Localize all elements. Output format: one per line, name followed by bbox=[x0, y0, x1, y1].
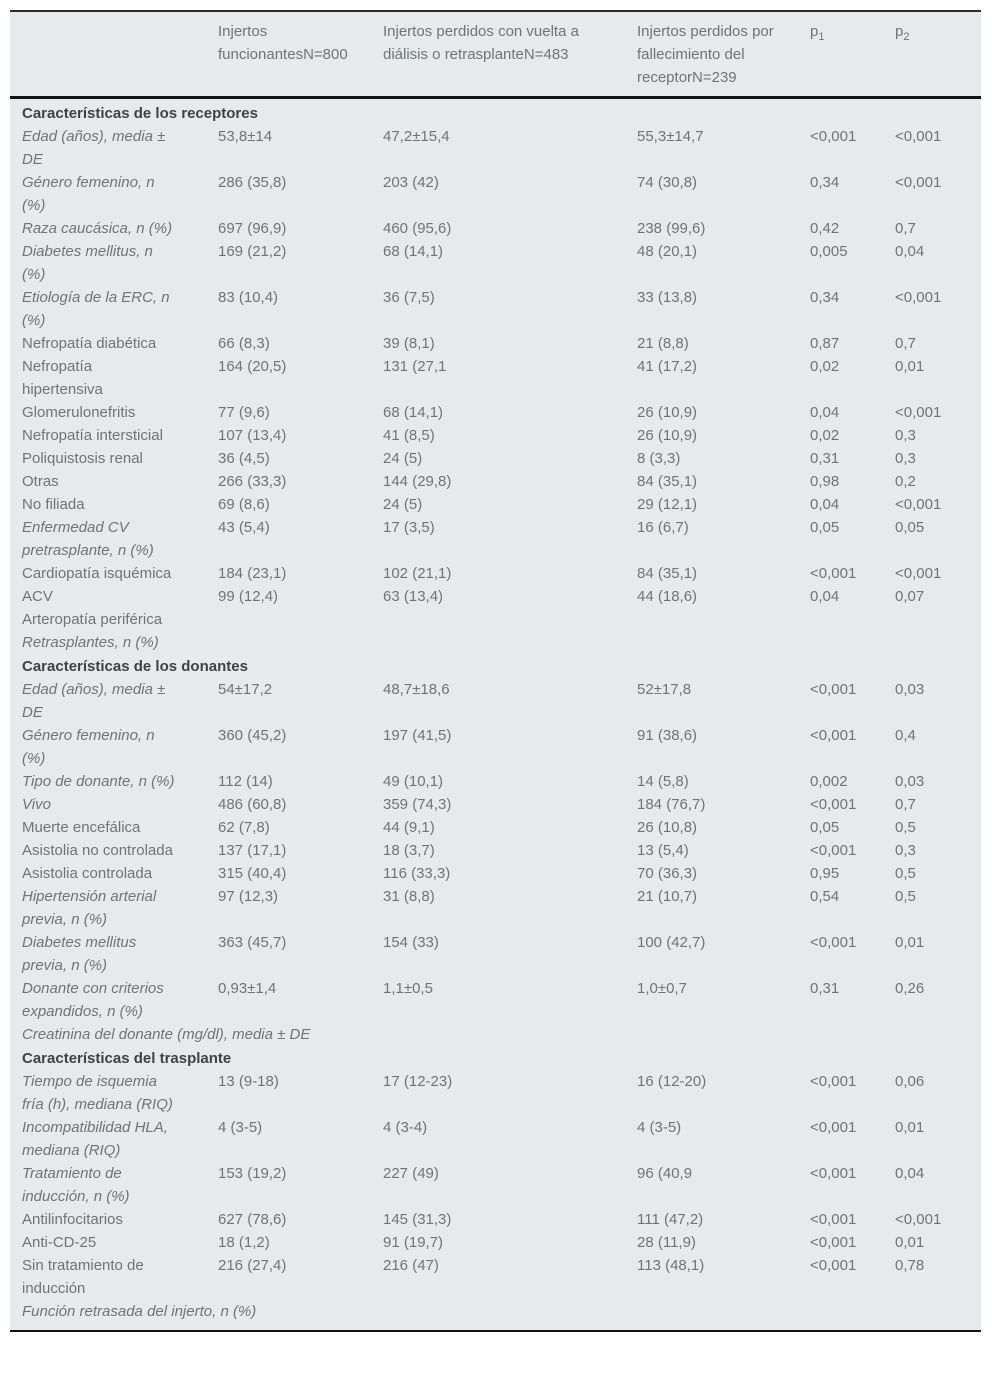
cell-value bbox=[206, 631, 371, 654]
cell-value: 697 (96,9) bbox=[218, 220, 287, 237]
cell-value: 48 (20,1) bbox=[637, 243, 698, 260]
cell-p-value: 0,4 bbox=[895, 727, 916, 744]
cell-value: 77 (9,6) bbox=[218, 404, 270, 421]
cell-value: 21 (8,8) bbox=[637, 335, 689, 352]
cell-p-value: 0,26 bbox=[895, 980, 925, 997]
cell-value: 131 (27,1 bbox=[383, 358, 447, 375]
header-col-perdidos-fallecimiento: Injertos perdidos por fallecimiento del receptorN=239 bbox=[637, 23, 774, 86]
table-row bbox=[10, 678, 981, 724]
cell-p-value: 0,05 bbox=[895, 519, 925, 536]
row-label: Glomerulonefritis bbox=[22, 404, 136, 421]
cell-p-value: <0,001 bbox=[895, 289, 942, 306]
cell-p-value: 0,98 bbox=[810, 473, 840, 490]
section-title: Características de los receptores bbox=[22, 105, 258, 122]
cell-value bbox=[371, 608, 625, 631]
table-header bbox=[10, 11, 981, 98]
cell-p-value: 0,34 bbox=[810, 289, 840, 306]
row-label: Hipertensión arterial previa, n (%) bbox=[22, 888, 157, 928]
row-label: Sin tratamiento de inducción bbox=[22, 1257, 144, 1297]
cell-p-value: 0,002 bbox=[810, 773, 848, 790]
cell-p-value bbox=[798, 631, 883, 654]
cell-value: 99 (12,4) bbox=[218, 588, 279, 605]
header-empty-cell bbox=[10, 11, 206, 98]
p2-label: p bbox=[895, 23, 904, 40]
cell-p-value: 0,04 bbox=[810, 404, 840, 421]
cell-p-value: 0,31 bbox=[810, 450, 840, 467]
cell-p-value bbox=[798, 608, 883, 631]
row-label: Diabetes mellitus, n (%) bbox=[22, 243, 153, 283]
table-row bbox=[10, 862, 981, 885]
section-title: Características de los donantes bbox=[22, 658, 248, 675]
cell-value: 36 (7,5) bbox=[383, 289, 435, 306]
cell-p-value: 0,01 bbox=[895, 358, 925, 375]
cell-value: 26 (10,9) bbox=[637, 427, 698, 444]
cell-p-value: 0,78 bbox=[895, 1257, 925, 1274]
row-label: No filiada bbox=[22, 496, 85, 513]
table-row bbox=[10, 447, 981, 470]
cell-value: 13 (5,4) bbox=[637, 842, 689, 859]
cell-value: 29 (12,1) bbox=[637, 496, 698, 513]
cell-p-value: <0,001 bbox=[810, 1165, 857, 1182]
table-row bbox=[10, 424, 981, 447]
cell-p-value: 0,04 bbox=[895, 1165, 925, 1182]
row-label: Muerte encefálica bbox=[22, 819, 141, 836]
section-header-row bbox=[10, 654, 981, 678]
cell-value: 184 (76,7) bbox=[637, 796, 706, 813]
cell-value: 169 (21,2) bbox=[218, 243, 287, 260]
cell-value: 4 (3-4) bbox=[383, 1119, 428, 1136]
row-label: Etiología de la ERC, n (%) bbox=[22, 289, 170, 329]
header-col-p1 bbox=[798, 11, 883, 98]
cell-p-value: <0,001 bbox=[810, 1119, 857, 1136]
cell-value: 17 (12-23) bbox=[383, 1073, 453, 1090]
cell-value bbox=[206, 608, 371, 631]
row-label: Retrasplantes, n (%) bbox=[22, 634, 159, 651]
cell-value: 137 (17,1) bbox=[218, 842, 287, 859]
cell-p-value: <0,001 bbox=[895, 128, 942, 145]
cell-p-value: <0,001 bbox=[895, 174, 942, 191]
row-label: Género femenino, n (%) bbox=[22, 727, 155, 767]
cell-p-value: 0,7 bbox=[895, 220, 916, 237]
cell-value: 227 (49) bbox=[383, 1165, 439, 1182]
row-label: Poliquistosis renal bbox=[22, 450, 143, 467]
cell-value: 184 (23,1) bbox=[218, 565, 287, 582]
row-label: Nefropatía intersticial bbox=[22, 427, 163, 444]
cell-p-value: 0,01 bbox=[895, 934, 925, 951]
cell-value: 4 (3-5) bbox=[637, 1119, 682, 1136]
table-row bbox=[10, 1116, 981, 1162]
table-row bbox=[10, 562, 981, 585]
row-label: Diabetes mellitus previa, n (%) bbox=[22, 934, 137, 974]
cell-p-value: 0,95 bbox=[810, 865, 840, 882]
cell-value: 460 (95,6) bbox=[383, 220, 452, 237]
cell-p-value: <0,001 bbox=[895, 1211, 942, 1228]
cell-value: 53,8±14 bbox=[218, 128, 273, 145]
cell-value: 1,1±0,5 bbox=[383, 980, 433, 997]
cell-value: 153 (19,2) bbox=[218, 1165, 287, 1182]
row-label: Otras bbox=[22, 473, 59, 490]
cell-p-value: <0,001 bbox=[810, 565, 857, 582]
cell-value: 48,7±18,6 bbox=[383, 681, 450, 698]
cell-p-value: 0,87 bbox=[810, 335, 840, 352]
table-row bbox=[10, 793, 981, 816]
row-label: Cardiopatía isquémica bbox=[22, 565, 172, 582]
cell-p-value: 0,04 bbox=[810, 588, 840, 605]
cell-value: 0,93±1,4 bbox=[218, 980, 277, 997]
cell-value: 116 (33,3) bbox=[383, 865, 451, 882]
cell-p-value: <0,001 bbox=[810, 1073, 857, 1090]
cell-p-value: <0,001 bbox=[810, 934, 857, 951]
cell-p-value: 0,7 bbox=[895, 335, 916, 352]
cell-value: 33 (13,8) bbox=[637, 289, 698, 306]
cell-p-value: 0,54 bbox=[810, 888, 840, 905]
table-row bbox=[10, 885, 981, 931]
cell-value: 41 (17,2) bbox=[637, 358, 698, 375]
cell-value: 627 (78,6) bbox=[218, 1211, 287, 1228]
table-row bbox=[10, 125, 981, 171]
spanning-label-row bbox=[10, 1300, 981, 1331]
table-row bbox=[10, 355, 981, 401]
cell-p-value: <0,001 bbox=[810, 128, 857, 145]
row-label: Arteropatía periférica bbox=[22, 611, 163, 628]
cell-value: 39 (8,1) bbox=[383, 335, 435, 352]
cell-value: 154 (33) bbox=[383, 934, 439, 951]
cell-value: 14 (5,8) bbox=[637, 773, 689, 790]
cell-value: 197 (41,5) bbox=[383, 727, 452, 744]
cell-value: 216 (47) bbox=[383, 1257, 439, 1274]
cell-p-value bbox=[883, 608, 981, 631]
header-row bbox=[10, 11, 981, 98]
cell-value: 54±17,2 bbox=[218, 681, 273, 698]
cell-p-value: 0,06 bbox=[895, 1073, 925, 1090]
cell-p-value: 0,5 bbox=[895, 819, 916, 836]
cell-value: 28 (11,9) bbox=[637, 1234, 696, 1251]
p1-subscript: 1 bbox=[818, 31, 825, 43]
cell-p-value: 0,05 bbox=[810, 519, 840, 536]
cell-value: 26 (10,8) bbox=[637, 819, 698, 836]
table-row bbox=[10, 286, 981, 332]
cell-value: 238 (99,6) bbox=[637, 220, 706, 237]
cell-value: 91 (38,6) bbox=[637, 727, 698, 744]
cell-value: 360 (45,2) bbox=[218, 727, 287, 744]
cell-value: 26 (10,9) bbox=[637, 404, 698, 421]
cell-value: 113 (48,1) bbox=[637, 1257, 705, 1274]
cell-p-value: 0,31 bbox=[810, 980, 840, 997]
table-row bbox=[10, 631, 981, 654]
cell-value: 111 (47,2) bbox=[637, 1211, 704, 1228]
cell-value: 315 (40,4) bbox=[218, 865, 287, 882]
cell-value: 17 (3,5) bbox=[383, 519, 435, 536]
table-row bbox=[10, 977, 981, 1023]
cell-p-value: 0,42 bbox=[810, 220, 840, 237]
cell-value: 24 (5) bbox=[383, 450, 423, 467]
row-label: Enfermedad CV pretrasplante, n (%) bbox=[22, 519, 154, 559]
cell-p-value: 0,02 bbox=[810, 358, 840, 375]
cell-value: 63 (13,4) bbox=[383, 588, 444, 605]
cell-p-value: 0,01 bbox=[895, 1119, 925, 1136]
cell-value: 363 (45,7) bbox=[218, 934, 287, 951]
row-label: Nefropatía hipertensiva bbox=[22, 358, 103, 398]
cell-value: 84 (35,1) bbox=[637, 565, 698, 582]
row-label: ACV bbox=[22, 588, 53, 605]
cell-value: 107 (13,4) bbox=[218, 427, 287, 444]
cell-value: 18 (1,2) bbox=[218, 1234, 270, 1251]
table-row bbox=[10, 724, 981, 770]
table-row bbox=[10, 816, 981, 839]
row-label: Donante con criterios expandidos, n (%) bbox=[22, 980, 164, 1020]
cell-p-value: 0,03 bbox=[895, 773, 925, 790]
row-label: Género femenino, n (%) bbox=[22, 174, 155, 214]
section-header-row bbox=[10, 98, 981, 126]
spanning-label-row bbox=[10, 1023, 981, 1046]
row-label: Edad (años), media ± DE bbox=[22, 681, 166, 721]
row-label: Incompatibilidad HLA, mediana (RIQ) bbox=[22, 1119, 168, 1159]
cell-value: 66 (8,3) bbox=[218, 335, 270, 352]
cell-p-value: 0,03 bbox=[895, 681, 925, 698]
cell-value: 18 (3,7) bbox=[383, 842, 435, 859]
cell-value: 164 (20,5) bbox=[218, 358, 287, 375]
cell-value: 31 (8,8) bbox=[383, 888, 435, 905]
cell-value: 52±17,8 bbox=[637, 681, 692, 698]
cell-p-value: 0,02 bbox=[810, 427, 840, 444]
table-row bbox=[10, 1231, 981, 1254]
row-label: Antilinfocitarios bbox=[22, 1211, 123, 1228]
row-label: Creatinina del donante (mg/dl), media ± DE bbox=[22, 1026, 311, 1043]
row-label: Vivo bbox=[22, 796, 51, 813]
row-label: Nefropatía diabética bbox=[22, 335, 157, 352]
table-row bbox=[10, 585, 981, 608]
cell-value: 16 (12-20) bbox=[637, 1073, 707, 1090]
table-row bbox=[10, 1070, 981, 1116]
table-row bbox=[10, 217, 981, 240]
row-label: Tipo de donante, n (%) bbox=[22, 773, 175, 790]
cell-p-value: 0,04 bbox=[810, 496, 840, 513]
table-body bbox=[10, 98, 981, 1332]
table-row bbox=[10, 332, 981, 355]
cell-value: 24 (5) bbox=[383, 496, 423, 513]
cell-value: 102 (21,1) bbox=[383, 565, 452, 582]
cell-p-value: <0,001 bbox=[895, 404, 942, 421]
table-row bbox=[10, 770, 981, 793]
row-label: Asistolia controlada bbox=[22, 865, 153, 882]
cell-value: 70 (36,3) bbox=[637, 865, 698, 882]
section-title: Características del trasplante bbox=[22, 1050, 232, 1067]
cell-p-value: 0,2 bbox=[895, 473, 916, 490]
p2-subscript: 2 bbox=[903, 31, 910, 43]
cell-value: 21 (10,7) bbox=[637, 888, 698, 905]
cell-value: 83 (10,4) bbox=[218, 289, 279, 306]
cell-value: 112 (14) bbox=[218, 773, 273, 790]
cell-value: 62 (7,8) bbox=[218, 819, 270, 836]
clinical-outcomes-table bbox=[10, 10, 981, 1332]
header-col-p2 bbox=[883, 11, 981, 98]
cell-p-value: 0,3 bbox=[895, 450, 916, 467]
cell-p-value: 0,04 bbox=[895, 243, 925, 260]
cell-value: 144 (29,8) bbox=[383, 473, 452, 490]
cell-p-value: 0,7 bbox=[895, 796, 916, 813]
row-label: Tratamiento de inducción, n (%) bbox=[22, 1165, 130, 1205]
cell-p-value bbox=[883, 631, 981, 654]
table-row bbox=[10, 401, 981, 424]
cell-value: 84 (35,1) bbox=[637, 473, 698, 490]
cell-value: 96 (40,9 bbox=[637, 1165, 693, 1182]
cell-value: 8 (3,3) bbox=[637, 450, 681, 467]
cell-value: 43 (5,4) bbox=[218, 519, 270, 536]
table-row bbox=[10, 839, 981, 862]
cell-value: 68 (14,1) bbox=[383, 243, 444, 260]
cell-p-value: 0,5 bbox=[895, 888, 916, 905]
row-label: Asistolia no controlada bbox=[22, 842, 173, 859]
table-row bbox=[10, 1208, 981, 1231]
cell-value: 44 (9,1) bbox=[383, 819, 435, 836]
cell-value bbox=[371, 631, 625, 654]
cell-value: 69 (8,6) bbox=[218, 496, 270, 513]
table-row bbox=[10, 493, 981, 516]
cell-p-value: 0,34 bbox=[810, 174, 840, 191]
cell-p-value: <0,001 bbox=[810, 1257, 857, 1274]
table-row bbox=[10, 171, 981, 217]
cell-p-value: 0,05 bbox=[810, 819, 840, 836]
cell-value: 16 (6,7) bbox=[637, 519, 689, 536]
cell-value: 97 (12,3) bbox=[218, 888, 279, 905]
cell-value: 266 (33,3) bbox=[218, 473, 287, 490]
cell-value: 13 (9-18) bbox=[218, 1073, 279, 1090]
table-row bbox=[10, 516, 981, 562]
cell-p-value: 0,07 bbox=[895, 588, 925, 605]
cell-value: 36 (4,5) bbox=[218, 450, 270, 467]
cell-p-value: <0,001 bbox=[895, 565, 942, 582]
cell-value bbox=[625, 608, 798, 631]
cell-p-value: <0,001 bbox=[810, 1234, 857, 1251]
cell-p-value: <0,001 bbox=[810, 681, 857, 698]
cell-value: 47,2±15,4 bbox=[383, 128, 450, 145]
cell-value: 68 (14,1) bbox=[383, 404, 444, 421]
cell-value bbox=[625, 631, 798, 654]
cell-value: 1,0±0,7 bbox=[637, 980, 687, 997]
cell-value: 359 (74,3) bbox=[383, 796, 452, 813]
table-row bbox=[10, 608, 981, 631]
table-row bbox=[10, 931, 981, 977]
p1-label: p bbox=[810, 23, 819, 40]
cell-p-value: <0,001 bbox=[810, 842, 857, 859]
cell-value: 91 (19,7) bbox=[383, 1234, 444, 1251]
row-label: Anti-CD-25 bbox=[22, 1234, 97, 1251]
table-row bbox=[10, 1254, 981, 1300]
cell-p-value: 0,5 bbox=[895, 865, 916, 882]
cell-value: 286 (35,8) bbox=[218, 174, 287, 191]
cell-value: 4 (3-5) bbox=[218, 1119, 263, 1136]
cell-value: 216 (27,4) bbox=[218, 1257, 287, 1274]
cell-p-value: <0,001 bbox=[895, 496, 942, 513]
row-label: Raza caucásica, n (%) bbox=[22, 220, 173, 237]
cell-value: 55,3±14,7 bbox=[637, 128, 704, 145]
row-label: Función retrasada del injerto, n (%) bbox=[22, 1303, 257, 1320]
cell-p-value: 0,01 bbox=[895, 1234, 925, 1251]
cell-value: 44 (18,6) bbox=[637, 588, 698, 605]
cell-value: 74 (30,8) bbox=[637, 174, 698, 191]
cell-p-value: 0,3 bbox=[895, 842, 916, 859]
cell-value: 41 (8,5) bbox=[383, 427, 435, 444]
cell-p-value: <0,001 bbox=[810, 1211, 857, 1228]
cell-p-value: 0,005 bbox=[810, 243, 848, 260]
cell-p-value: <0,001 bbox=[810, 727, 857, 744]
section-header-row bbox=[10, 1046, 981, 1070]
table-row bbox=[10, 470, 981, 493]
header-col-perdidos-dialisis-retrasplante: Injertos perdidos con vuelta a diálisis o retrasplanteN=483 bbox=[383, 23, 579, 63]
row-label: Tiempo de isquemia fría (h), mediana (RIQ) bbox=[22, 1073, 173, 1113]
cell-value: 486 (60,8) bbox=[218, 796, 287, 813]
cell-p-value: <0,001 bbox=[810, 796, 857, 813]
header-col-injertos-funcionantes: Injertos funcionantesN=800 bbox=[218, 23, 348, 63]
row-label: Edad (años), media ± DE bbox=[22, 128, 166, 168]
cell-value: 49 (10,1) bbox=[383, 773, 444, 790]
cell-value: 145 (31,3) bbox=[383, 1211, 452, 1228]
cell-value: 203 (42) bbox=[383, 174, 439, 191]
cell-p-value: 0,3 bbox=[895, 427, 916, 444]
table-row bbox=[10, 1162, 981, 1208]
cell-value: 100 (42,7) bbox=[637, 934, 706, 951]
table-row bbox=[10, 240, 981, 286]
